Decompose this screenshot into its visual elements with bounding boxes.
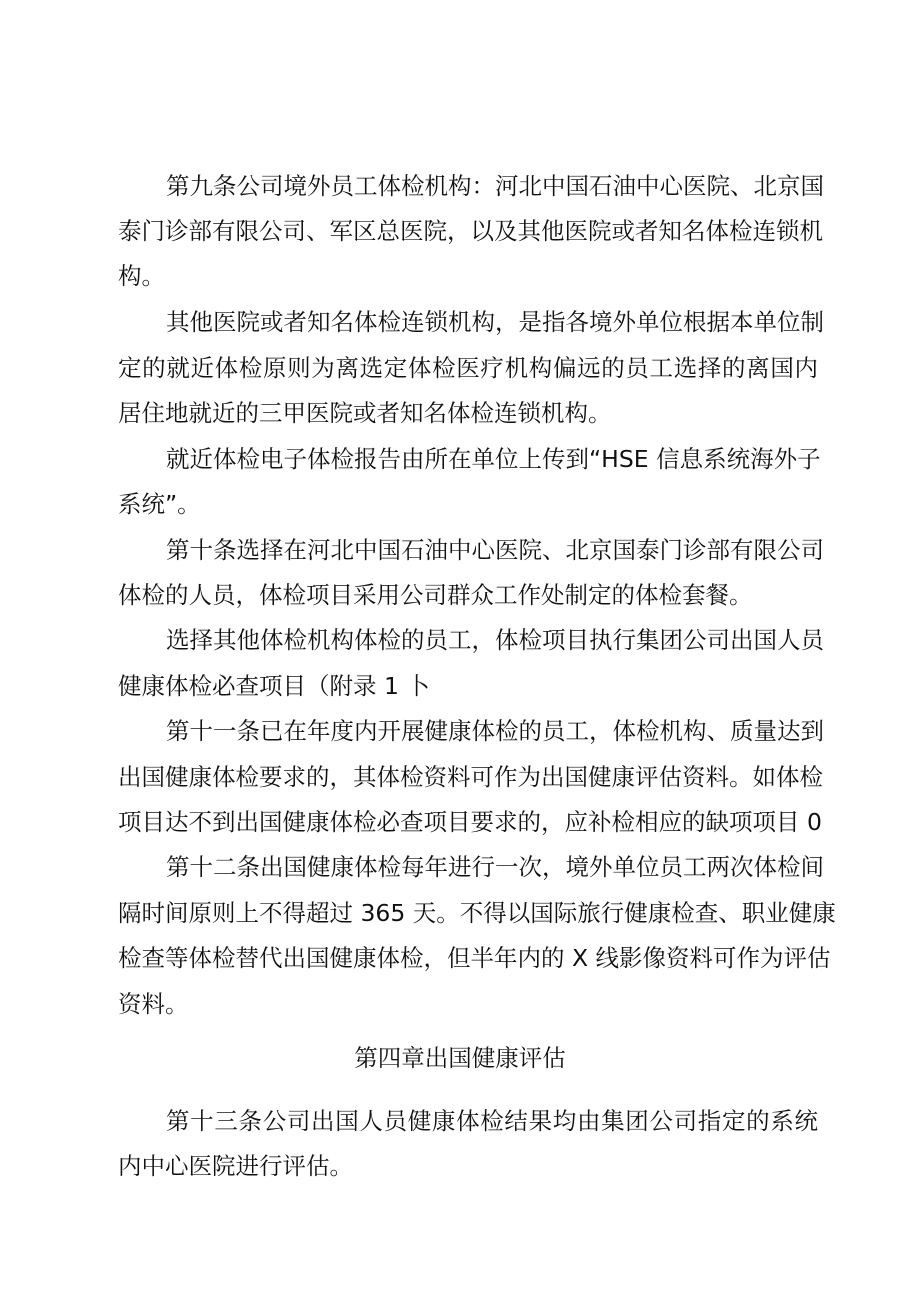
paragraph-line: 资料。 [118, 990, 189, 1018]
paragraph-line: 体检的人员，体检项目采用公司群众工作处制定的体检套餐。 [118, 581, 753, 609]
paragraph-line: 构。 [118, 262, 165, 290]
paragraph-line: 其他医院或者知名体检连锁机构，是指各境外单位根据本单位制 [166, 308, 824, 336]
paragraph-line: 居住地就近的三甲医院或者知名体检连锁机构。 [118, 399, 612, 427]
paragraph-line: 内中心医院进行评估。 [118, 1152, 353, 1180]
paragraph-line: 泰门诊部有限公司、军区总医院，以及其他医院或者知名体检连锁机 [118, 217, 823, 245]
paragraph-line: 项目达不到出国健康体检必查项目要求的，应补检相应的缺项项目 0 [118, 808, 822, 836]
paragraph-line: 健康体检必查项目（附录 1 卜 [118, 672, 430, 700]
paragraph-line: 检查等体检替代出国健康体检，但半年内的 X 线影像资料可作为评估 [118, 944, 831, 972]
paragraph-line: 出国健康体检要求的，其体检资料可作为出国健康评估资料。如体检 [118, 763, 823, 791]
paragraph-line: 第九条公司境外员工体检机构：河北中国石油中心医院、北京国 [166, 172, 824, 200]
paragraph-line: 第十一条已在年度内开展健康体检的员工，体检机构、质量达到 [166, 717, 824, 745]
paragraph-line: 就近体检电子体检报告由所在单位上传到“HSE 信息系统海外子 [166, 445, 821, 473]
paragraph-line: 第十三条公司出国人员健康体检结果均由集团公司指定的系统 [166, 1107, 818, 1135]
paragraph-line: 选择其他体检机构体检的员工，体检项目执行集团公司出国人员 [166, 626, 824, 654]
paragraph-line: 隔时间原则上不得超过 365 天。不得以国际旅行健康检查、职业健康 [118, 899, 836, 927]
paragraph-line: 第十二条出国健康体检每年进行一次，境外单位员工两次体检间 [166, 853, 824, 881]
paragraph-line: 系统”。 [118, 490, 201, 518]
paragraph-line: 第十条选择在河北中国石油中心医院、北京国泰门诊部有限公司 [166, 536, 824, 564]
paragraph-line: 定的就近体检原则为离选定体检医疗机构偏远的员工选择的离国内 [118, 354, 818, 382]
chapter-heading: 第四章出国健康评估 [354, 1044, 566, 1072]
